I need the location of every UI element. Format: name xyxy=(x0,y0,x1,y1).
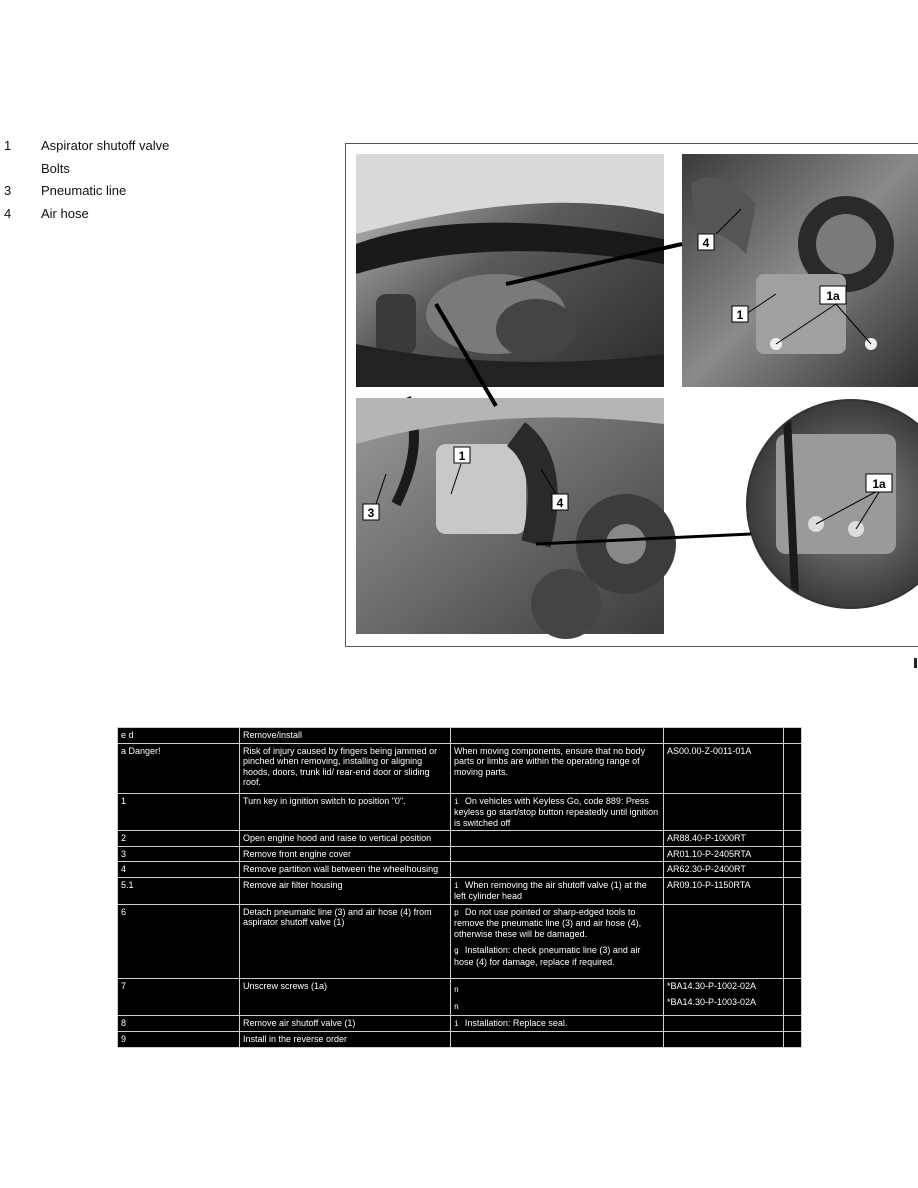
table-row xyxy=(118,978,802,1015)
table-row xyxy=(118,793,802,831)
photo-valve-closeup xyxy=(682,154,918,387)
spacer-cell xyxy=(784,743,802,793)
action-cell: Install in the reverse order xyxy=(240,1032,451,1048)
action-cell: Remove front engine cover xyxy=(240,846,451,862)
spacer-cell xyxy=(784,978,802,1015)
step-cell: 1 xyxy=(118,793,240,831)
note-cell xyxy=(451,1015,664,1032)
callout-1a-detail xyxy=(866,474,892,492)
step-cell: a Danger! xyxy=(118,743,240,793)
action-cell: Turn key in ignition switch to position "0". xyxy=(240,793,451,831)
note-cell xyxy=(451,978,664,1015)
legend-label: Pneumatic line xyxy=(41,183,127,198)
spacer-cell xyxy=(784,728,802,744)
spacer-cell xyxy=(784,1015,802,1032)
spacer-cell xyxy=(784,846,802,862)
note-cell: When moving components, ensure that no body parts or limbs are within the operating range of moving parts. xyxy=(451,743,664,793)
action-cell: Remove air filter housing xyxy=(240,877,451,904)
note-cell xyxy=(451,904,664,978)
legend-label: Bolts xyxy=(41,160,70,176)
callout-3-bottom xyxy=(363,504,379,520)
photo-panels xyxy=(346,144,918,646)
note-cell xyxy=(451,1032,664,1048)
callout-4-top xyxy=(698,234,714,250)
ref-link[interactable]: AR09.10-P-1150RTA xyxy=(664,877,784,904)
step-cell: 8 xyxy=(118,1015,240,1032)
callout-1-top xyxy=(732,306,748,322)
svg-text:1a: 1a xyxy=(826,289,840,303)
note-text: Installation: Replace seal. xyxy=(464,1017,568,1028)
note-cell xyxy=(451,877,664,904)
installation-icon: g xyxy=(454,946,459,955)
step-cell: 4 xyxy=(118,862,240,878)
info-icon: i xyxy=(454,1018,459,1028)
legend-number: 4 xyxy=(4,205,12,221)
step-cell: 9 xyxy=(118,1032,240,1048)
photo-engine-bay xyxy=(356,154,664,387)
action-cell: Remove partition wall between the wheelhousing xyxy=(240,862,451,878)
table-row xyxy=(118,846,802,862)
table-row xyxy=(118,877,802,904)
table-row xyxy=(118,831,802,847)
note-cell xyxy=(451,793,664,831)
ref-link[interactable]: *BA14.30-P-1002-02A xyxy=(667,980,757,991)
ref-link[interactable]: *BA14.30-P-1003-02A xyxy=(667,997,757,1007)
spacer-cell xyxy=(784,793,802,831)
svg-text:4: 4 xyxy=(556,496,564,510)
table-row xyxy=(118,743,802,793)
note-cell xyxy=(451,831,664,847)
ref-cell xyxy=(664,904,784,978)
info-icon: i xyxy=(454,880,459,890)
action-cell: Open engine hood and raise to vertical position xyxy=(240,831,451,847)
spacer-cell xyxy=(784,877,802,904)
step-cell: e d xyxy=(118,728,240,744)
ref-link[interactable]: AR62.30-P-2400RT xyxy=(664,862,784,878)
ref-cell xyxy=(664,1032,784,1048)
note-text: Installation: check pneumatic line (3) and air hose (4) for damage, replace if required. xyxy=(454,945,641,967)
step-cell: 3 xyxy=(118,846,240,862)
svg-text:4: 4 xyxy=(702,236,710,250)
action-cell: Remove/install xyxy=(240,728,451,744)
torque-icon: n xyxy=(454,984,459,994)
engine-photo-figure xyxy=(345,143,918,647)
ref-cell xyxy=(664,793,784,831)
note-cell xyxy=(451,728,664,744)
step-cell: 5.1 xyxy=(118,877,240,904)
figure-edge-mark xyxy=(914,658,917,668)
table-row xyxy=(118,728,802,744)
ref-link[interactable]: AR88.40-P-1000RT xyxy=(664,831,784,847)
table-row xyxy=(118,1032,802,1048)
legend-label: Aspirator shutoff valve xyxy=(41,138,170,153)
action-cell: Risk of injury caused by fingers being jammed or pinched when removing, installing or aligning hoods, doors, trunk lid/ rear-end door or sliding roof. xyxy=(240,743,451,793)
step-cell: 2 xyxy=(118,831,240,847)
svg-text:3: 3 xyxy=(367,506,375,520)
svg-text:1: 1 xyxy=(736,308,744,322)
action-cell: Remove air shutoff valve (1) xyxy=(240,1015,451,1032)
info-icon: i xyxy=(454,796,459,806)
ref-link[interactable]: AR01.10-P-2405RTA xyxy=(664,846,784,862)
svg-text:1: 1 xyxy=(458,449,466,463)
action-cell: Detach pneumatic line (3) and air hose (4) from aspirator shutoff valve (1) xyxy=(240,904,451,978)
photo-pneumatic-line xyxy=(356,398,676,639)
note-text: Do not use pointed or sharp-edged tools to remove the pneumatic line (3) and air hose (4), otherwise these will be damaged. xyxy=(454,906,642,939)
spacer-cell xyxy=(784,1032,802,1048)
step-cell: 7 xyxy=(118,978,240,1015)
callout-1a-top xyxy=(820,286,846,304)
legend-label: Air hose xyxy=(41,205,89,221)
table-row xyxy=(118,1015,802,1032)
spacer-cell xyxy=(784,904,802,978)
spacer-cell xyxy=(784,862,802,878)
action-cell: Unscrew screws (1a) xyxy=(240,978,451,1015)
procedure-table xyxy=(117,727,802,1048)
note-text: When removing the air shutoff valve (1) at the left cylinder head xyxy=(454,879,647,901)
ref-cell xyxy=(664,1015,784,1032)
table-row xyxy=(118,904,802,978)
step-cell: 6 xyxy=(118,904,240,978)
ref-link[interactable]: AS00.00-Z-0011-01A xyxy=(664,743,784,793)
note-text: On vehicles with Keyless Go, code 889: Press keyless go start/stop button repeatedly until ignition is switched off xyxy=(454,795,659,828)
note-cell xyxy=(451,846,664,862)
torque-icon: n xyxy=(454,1002,459,1011)
svg-text:1a: 1a xyxy=(872,477,886,491)
legend-number: 1 xyxy=(4,138,12,153)
spacer-cell xyxy=(784,831,802,847)
legend-number: 3 xyxy=(4,183,12,198)
ref-cell xyxy=(664,728,784,744)
callout-4-bottom xyxy=(552,494,568,510)
photo-bolts-detail xyxy=(747,394,918,614)
callout-1-bottom xyxy=(454,447,470,463)
note-cell xyxy=(451,862,664,878)
ref-cell xyxy=(664,978,784,1015)
warning-icon: p xyxy=(454,907,459,917)
table-row xyxy=(118,862,802,878)
